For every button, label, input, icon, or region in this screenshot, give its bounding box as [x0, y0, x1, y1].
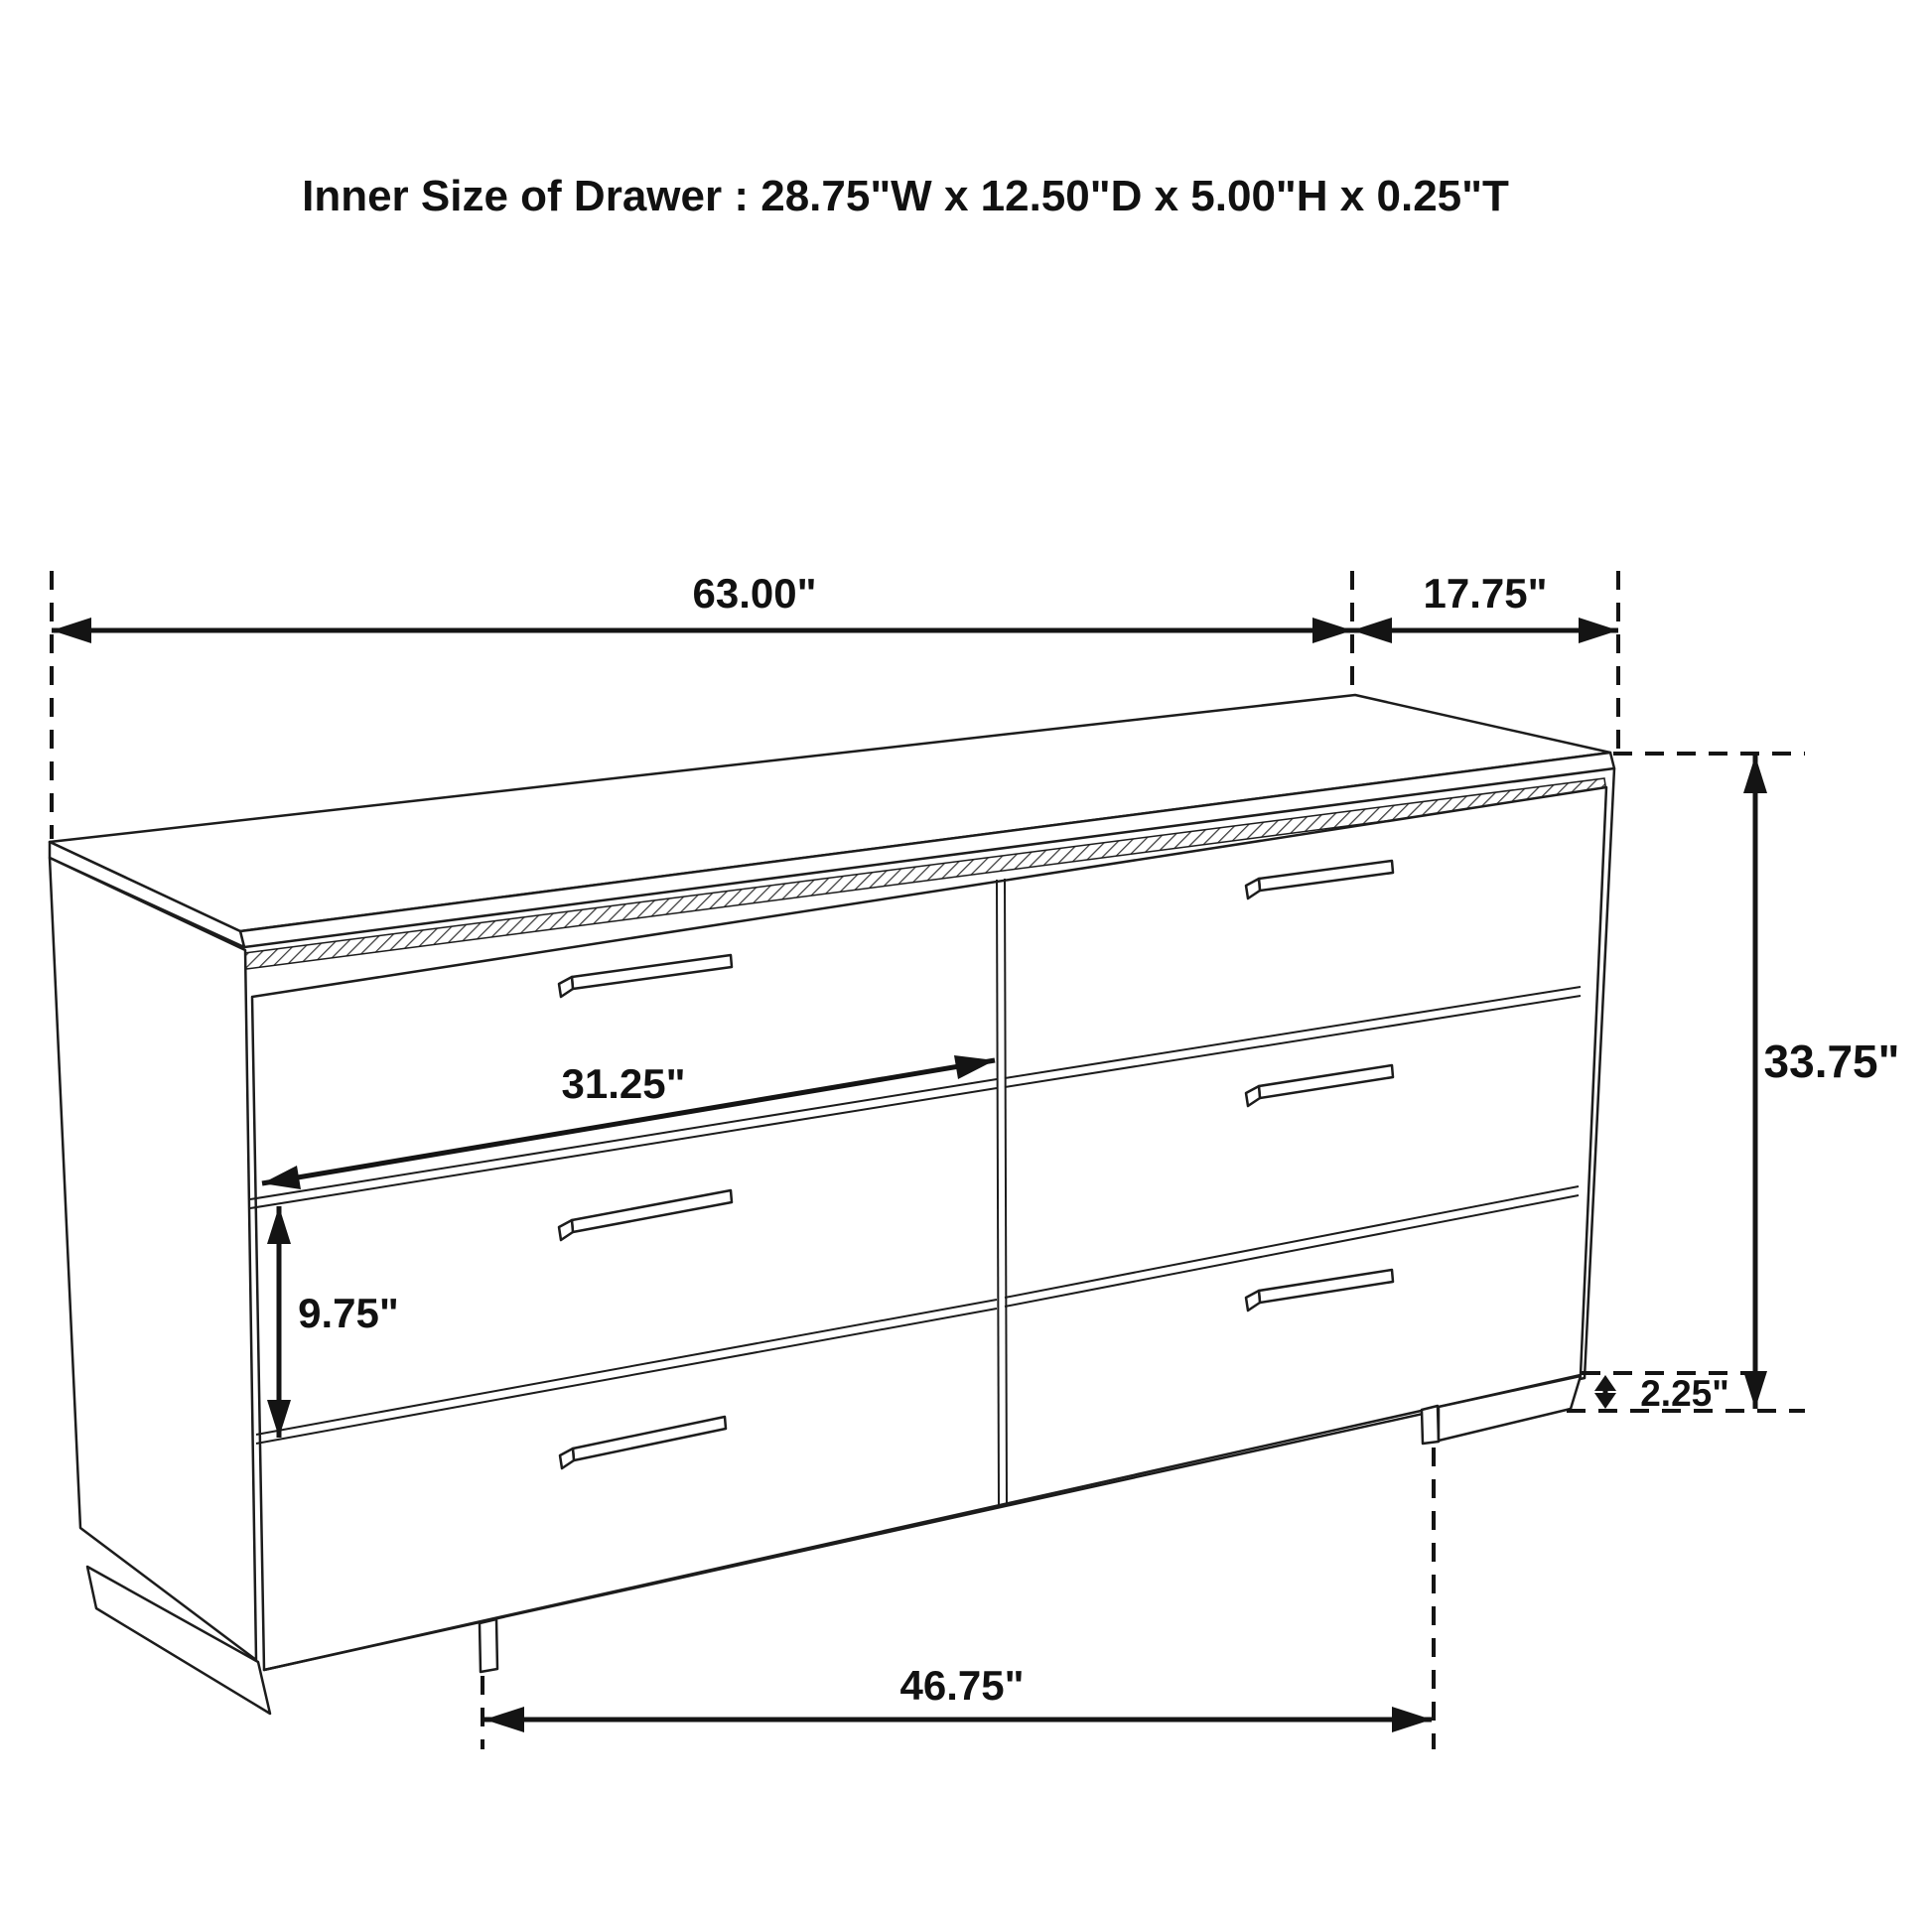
dresser-left-foot [480, 1619, 497, 1672]
arrowhead-left [484, 1707, 524, 1732]
arrowhead-left [52, 618, 91, 643]
arrowhead-up [1594, 1375, 1616, 1391]
dresser-right-foot [1422, 1406, 1439, 1444]
dimension-leg-height [1594, 1373, 1729, 1414]
arrowhead-top [1743, 756, 1767, 793]
arrowhead-right [1579, 618, 1618, 643]
dimension-label-depth: 17.75" [1423, 570, 1548, 617]
dimension-label-leg-spacing: 46.75" [899, 1662, 1025, 1709]
arrowhead-left [1352, 618, 1392, 643]
page-title: Inner Size of Drawer : 28.75"W x 12.50"D x 5.00"H x 0.25"T [302, 172, 1509, 220]
dimension-overall-width [52, 570, 1352, 643]
dimension-label-overall-width: 63.00" [692, 570, 817, 617]
dimension-leg-spacing [484, 1662, 1432, 1732]
dimension-depth [1352, 570, 1618, 643]
dimension-label-overall-height: 33.75" [1763, 1035, 1900, 1087]
arrowhead-bottom [1743, 1371, 1767, 1409]
arrowhead-right [1312, 618, 1352, 643]
dimension-label-drawer-front-width: 31.25" [561, 1060, 686, 1107]
dresser-figure [50, 695, 1614, 1714]
dresser-side-panel [50, 858, 256, 1660]
arrowhead-right [1392, 1707, 1432, 1732]
dimension-label-drawer-section-height: 9.75" [298, 1290, 399, 1336]
dimension-label-leg-height: 2.25" [1640, 1373, 1729, 1414]
arrowhead-down [1594, 1393, 1616, 1409]
dimension-overall-height [1743, 756, 1899, 1409]
